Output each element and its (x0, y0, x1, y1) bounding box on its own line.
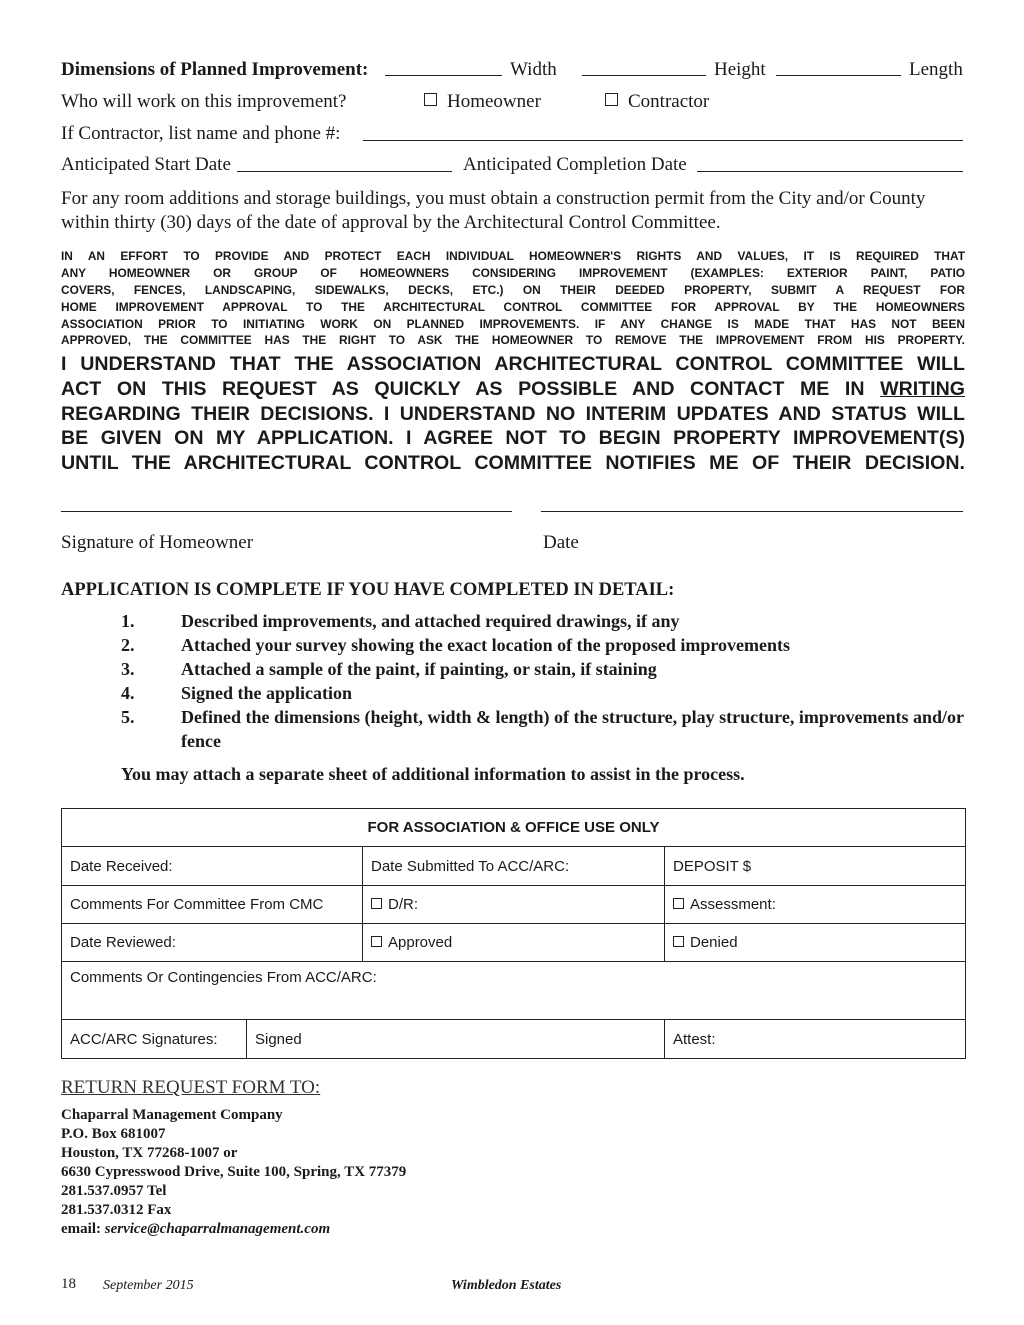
agreement-paragraph (61, 352, 965, 476)
list-item-number: 4. (121, 683, 135, 703)
contractor-info-label: If Contractor, list name and phone #: (61, 123, 341, 144)
notice-paragraph (61, 248, 965, 349)
signature-homeowner-label: Signature of Homeowner (61, 532, 254, 553)
acc-signatures-label: ACC/ARC Signatures: (62, 1020, 247, 1058)
list-item-text: Described improvements, and attached required drawings, if any (181, 611, 680, 631)
street-line: 6630 Cypresswood Drive, Suite 100, Spring, TX 77379 (61, 1164, 407, 1180)
signatures-row (62, 1020, 665, 1059)
denied-checkbox[interactable] (673, 936, 684, 947)
date-reviewed-cell[interactable]: Date Reviewed: (62, 924, 363, 962)
agreement-line (61, 377, 965, 402)
height-label: Height (714, 59, 766, 80)
agreement-writing-word: WRITING (880, 377, 965, 400)
list-item (61, 705, 966, 753)
return-heading-text: RETURN REQUEST FORM TO: (61, 1077, 321, 1098)
notice-line: APPROVED, THE COMMITTEE HAS THE RIGHT TO ASK THE HOMEOWNER TO REMOVE THE IMPROVEMENT FROM HIS PROPERTY. (61, 333, 965, 348)
checklist-note: You may attach a separate sheet of additional information to assist in the process. (121, 764, 745, 784)
approved-cell[interactable] (363, 924, 665, 962)
denied-label: Denied (690, 934, 738, 951)
assessment-label: Assessment: (690, 896, 776, 913)
start-date-label: Anticipated Start Date (61, 154, 231, 175)
list-item-number: 1. (121, 611, 135, 631)
page-number: 18 (61, 1276, 76, 1292)
checklist-heading: APPLICATION IS COMPLETE IF YOU HAVE COMPLETED IN DETAIL: (61, 580, 675, 600)
denied-cell[interactable] (665, 924, 966, 962)
agreement-line: BE GIVEN ON MY APPLICATION. I AGREE NOT TO BEGIN PROPERTY IMPROVEMENT(S) (61, 427, 965, 450)
assessment-checkbox[interactable] (673, 898, 684, 909)
notice-line: ASSOCIATION PRIOR TO INITIATING WORK ON PLANNED IMPROVEMENTS. IF ANY CHANGE IS MADE THAT HAS NOT BEEN (61, 316, 965, 331)
tel-line: 281.537.0957 Tel (61, 1183, 167, 1199)
list-item (61, 609, 966, 633)
signed-cell[interactable]: Signed (255, 1030, 302, 1048)
footer-date: September 2015 (103, 1278, 194, 1293)
office-use-table (61, 808, 966, 1059)
email-label: email: (61, 1221, 101, 1237)
return-heading (61, 1077, 320, 1099)
list-item (61, 657, 966, 681)
checklist (61, 609, 966, 759)
start-date-field[interactable] (237, 171, 452, 172)
width-label: Width (510, 59, 557, 80)
list-item-text: Attached a sample of the paint, if painting, or stain, if staining (181, 659, 657, 679)
dimensions-row (61, 59, 368, 81)
po-box: P.O. Box 681007 (61, 1126, 166, 1142)
assessment-cell[interactable] (665, 886, 966, 924)
length-field[interactable] (776, 75, 901, 76)
length-label: Length (909, 59, 963, 80)
list-item-number: 2. (121, 635, 135, 655)
list-item-text: Signed the application (181, 683, 353, 703)
homeowner-signature-field[interactable] (61, 511, 512, 512)
city-line: Houston, TX 77268-1007 or (61, 1145, 238, 1161)
width-field[interactable] (385, 75, 502, 76)
comments-cmc-cell[interactable]: Comments For Committee From CMC (62, 886, 363, 924)
dr-label: D/R: (388, 896, 418, 913)
contractor-option[interactable] (605, 91, 709, 113)
list-item (61, 681, 966, 705)
signature-date-label: Date (543, 532, 579, 553)
list-item (61, 633, 966, 657)
dimensions-label: Dimensions of Planned Improvement: (61, 59, 369, 80)
agreement-line-text: ACT ON THIS REQUEST AS QUICKLY AS POSSIBLE AND CONTACT ME IN (61, 377, 865, 400)
dr-cell[interactable] (363, 886, 665, 924)
completion-date-label: Anticipated Completion Date (463, 154, 687, 175)
notice-line: IN AN EFFORT TO PROVIDE AND PROTECT EACH INDIVIDUAL HOMEOWNER'S RIGHTS AND VALUES, IT IS REQUIRED THAT (61, 249, 965, 263)
dr-checkbox[interactable] (371, 898, 382, 909)
office-table-title: FOR ASSOCIATION & OFFICE USE ONLY (62, 809, 966, 847)
approved-checkbox[interactable] (371, 936, 382, 947)
contractor-label: Contractor (628, 91, 710, 112)
company-name: Chaparral Management Company (61, 1107, 283, 1123)
homeowner-label: Homeowner (447, 91, 541, 112)
deposit-cell[interactable]: DEPOSIT $ (665, 847, 966, 886)
fax-line: 281.537.0312 Fax (61, 1202, 172, 1218)
email-link[interactable]: service@chaparralmanagement.com (104, 1221, 331, 1237)
contractor-info-field[interactable] (363, 140, 963, 141)
date-received-cell[interactable]: Date Received: (62, 847, 363, 886)
comments-acc-cell[interactable]: Comments Or Contingencies From ACC/ARC: (62, 962, 966, 1020)
contractor-checkbox[interactable] (605, 93, 618, 106)
list-item-number: 5. (121, 707, 135, 727)
approved-label: Approved (388, 934, 453, 951)
list-item-text: Defined the dimensions (height, width & length) of the structure, play structure, improvements and/or fence (181, 707, 964, 751)
attest-cell[interactable]: Attest: (665, 1020, 966, 1059)
agreement-line: I UNDERSTAND THAT THE ASSOCIATION ARCHITECTURAL CONTROL COMMITTEE WILL (61, 353, 965, 375)
date-submitted-cell[interactable]: Date Submitted To ACC/ARC: (363, 847, 665, 886)
homeowner-option[interactable] (424, 91, 541, 113)
email-line (61, 1220, 406, 1239)
height-field[interactable] (582, 75, 706, 76)
agreement-line: UNTIL THE ARCHITECTURAL CONTROL COMMITTEE NOTIFIES ME OF THEIR DECISION. (61, 452, 965, 475)
list-item-number: 3. (121, 659, 135, 679)
permit-paragraph: For any room additions and storage buildings, you must obtain a construction permit from the City and/or County within thirty (30) days of the date of approval by the Architectural Control Committee. (61, 188, 926, 233)
notice-line: COVERS, FENCES, LANDSCAPING, SIDEWALKS, DECKS, ETC.) ON THEIR DEEDED PROPERTY, SUBMIT A REQUEST FOR (61, 282, 965, 297)
homeowner-checkbox[interactable] (424, 93, 437, 106)
list-item-text: Attached your survey showing the exact location of the proposed improvements (181, 635, 790, 655)
notice-line: HOME IMPROVEMENT APPROVAL TO THE ARCHITECTURAL CONTROL COMMITTEE FOR APPROVAL BY THE HOMEOWNERS (61, 299, 965, 314)
who-question: Who will work on this improvement? (61, 91, 347, 112)
signature-date-field[interactable] (541, 511, 963, 512)
return-address (61, 1106, 406, 1239)
notice-line: ANY HOMEOWNER OR GROUP OF HOMEOWNERS CONSIDERING IMPROVEMENT (EXAMPLES: EXTERIOR PAINT, PATIO (61, 265, 965, 280)
footer-community-name: Wimbledon Estates (451, 1278, 562, 1293)
agreement-line: REGARDING THEIR DECISIONS. I UNDERSTAND NO INTERIM UPDATES AND STATUS WILL (61, 402, 965, 425)
completion-date-field[interactable] (697, 171, 963, 172)
